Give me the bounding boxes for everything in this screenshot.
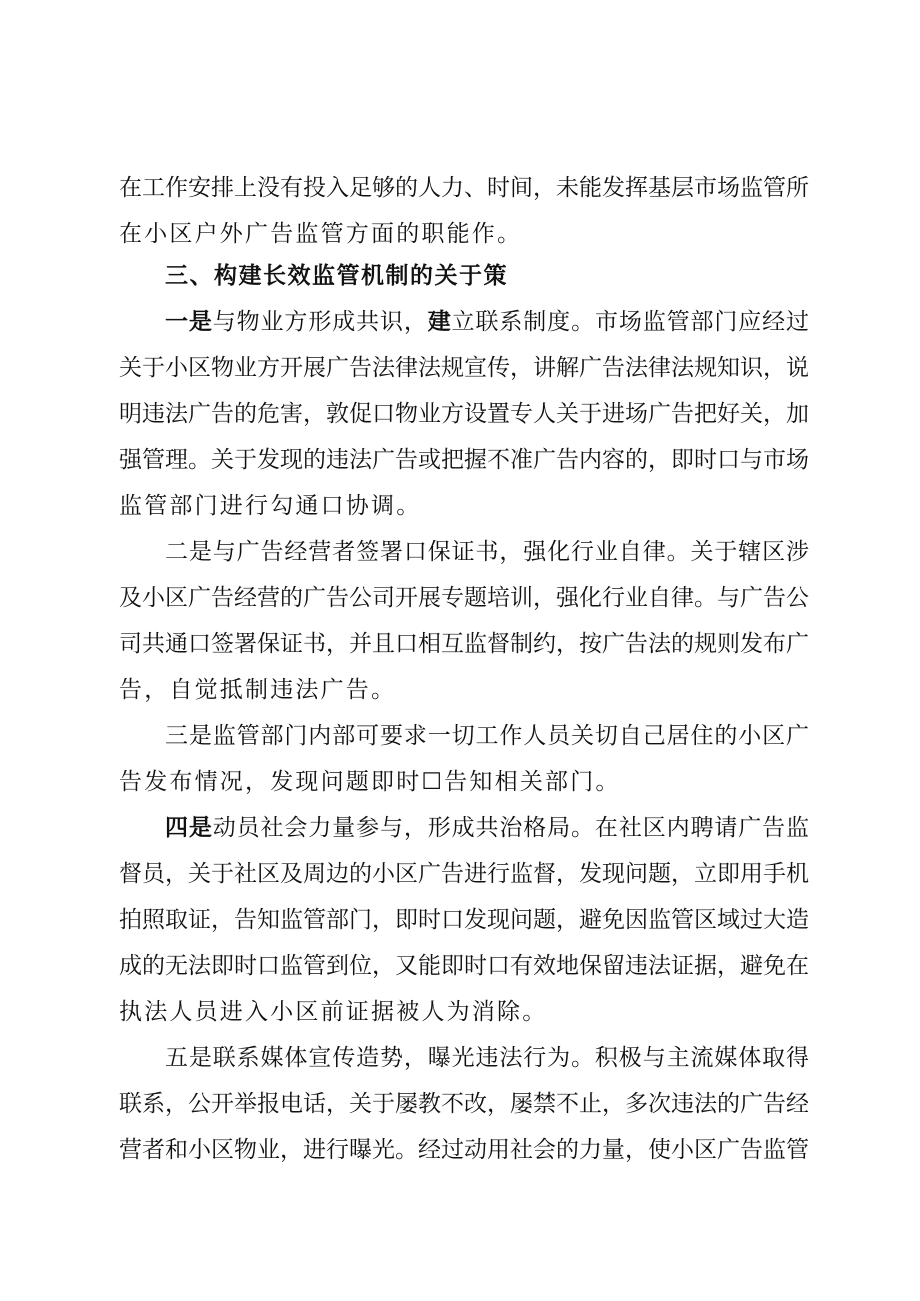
body-line: 告，自觉抵制违法广告。 [119,677,397,703]
body-line: 告发布情况，发现问题即时☐告知相关部门。 [119,769,621,795]
paragraph-lead: 四是 [165,815,213,841]
body-line [165,305,809,339]
body-line: 二是与广告经营者签署口保证书，强化行业自律。关于辖区涉 [165,539,809,565]
body-line: 三是监管部门内部可要求一切工作人员关切自己居住的小区广 [165,723,809,749]
body-text: 动员社会力量参与，形成共治格局。在社区内聘请广告监 [212,815,810,841]
paragraph-lead: 一是 [165,309,213,335]
body-line: 监管部门进行勾通口协调。 [119,493,422,519]
body-line [165,811,809,845]
paragraph-lead: 建 [427,309,452,335]
body-text: 与物业方形成共识， [212,309,428,335]
body-line: 关于小区物业方开展广告法律法规宣传，讲解广告法律法规知识，说 [119,355,809,381]
body-line: 拍照取证，告知监管部门，即时口发现问题，避免因监管区域过大造 [119,907,809,933]
body-line: 联系，公开举报电话，关于屡教不改，屡禁不止，多次违法的广告经 [119,1091,809,1117]
body-line: 执法人员进入小区前证据被人为消除。 [119,999,548,1025]
body-text: 立联系制度。市场监管部门应经过 [451,309,810,335]
body-line: 明违法广告的危害，敦促口物业方设置专人关于进场广告把好关，加 [119,401,809,427]
body-line: 在小区户外广告监管方面的职能作。 [119,221,523,247]
body-line: 五是联系媒体宣传造势，曝光违法行为。积极与主流媒体取得 [165,1045,809,1071]
body-line: 及小区广告经营的广告公司开展专题培训，强化行业自律。与广告公 [119,585,809,611]
body-line: 成的无法即时口监管到位，又能即时口有效地保留违法证据，避免在 [119,953,809,979]
body-line: 营者和小区物业，进行曝光。经过动用社会的力量，使小区广告监管 [119,1137,809,1163]
body-line: 督员，关于社区及周边的小区广告进行监督，发现问题，立即用手机 [119,861,809,887]
section-heading: 三、构建长效监管机制的关于策 [165,263,508,289]
body-line: 司共通口签署保证书，并且口相互监督制约，按广告法的规则发布广 [119,631,809,657]
body-line: 强管理。关于发现的违法广告或把握不准广告内容的，即时口与市场 [119,447,809,473]
body-line: 在工作安排上没有投入足够的人力、时间，未能发挥基层市场监管所 [119,175,809,201]
